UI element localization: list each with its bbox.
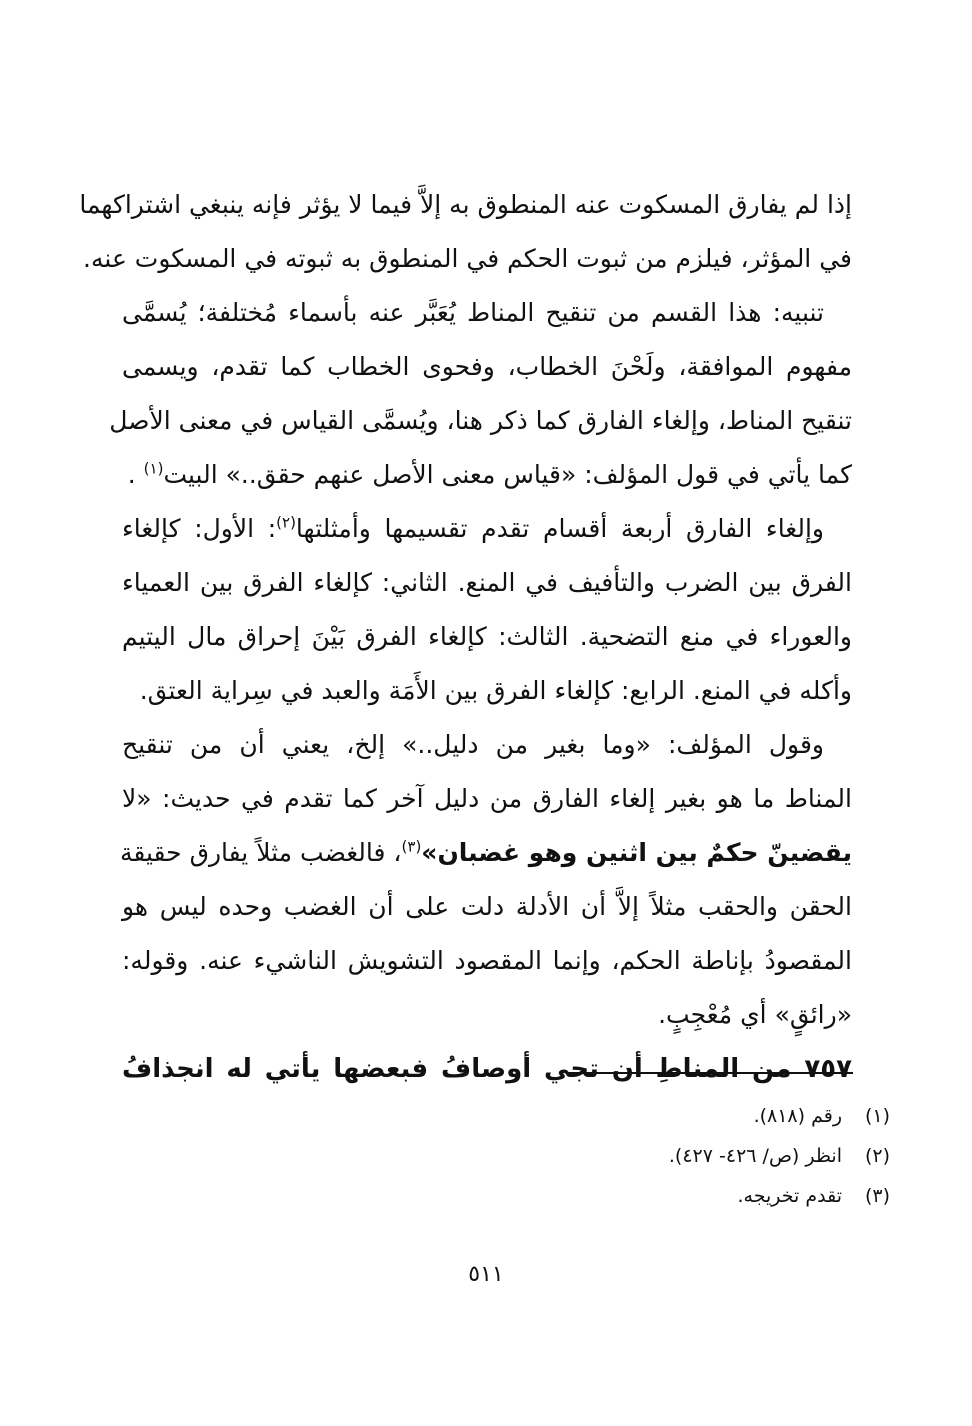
text-line: وأكله في المنع. الرابع: كإلغاء الفرق بين الأَمَة والعبد في سِراية العتق. xyxy=(139,676,852,705)
text-line: في المؤثر، فيلزم من ثبوت الحكم في المنطوق به ثبوته في المسكوت عنه. xyxy=(83,244,852,273)
text-line xyxy=(122,448,852,502)
footnote-text: تقدم تخريجه. xyxy=(737,1185,842,1207)
text-line: الحقن والحقب مثلاً إلاَّ أن الأدلة دلت على أن الغضب وحده ليس هو xyxy=(122,892,852,921)
text-line: إذا لم يفارق المسكوت عنه المنطوق به إلاَّ فيما لا يؤثر فإنه ينبغي اشتراكهما xyxy=(79,190,852,219)
verse-line: ٧٥٧ من المناطِ أن تجي أوصافُ فبعضها يأتي له انجذافُ xyxy=(122,1054,852,1084)
footnote-text: انظر (ص/ ٤٢٦- ٤٢٧). xyxy=(668,1145,842,1167)
footnote-number: (٢) xyxy=(864,1145,890,1167)
page-number: ٥١١ xyxy=(468,1262,504,1287)
text-line: والعوراء في منع التضحية. الثالث: كإلغاء الفرق بَيْنَ إحراق مال اليتيم xyxy=(122,622,852,651)
footnote-text: رقم (٨١٨). xyxy=(753,1105,842,1127)
text-segment: . xyxy=(127,460,144,489)
text-line xyxy=(119,826,852,880)
text-line: المقصودُ بإناطة الحكم، وإنما المقصود التشويش الناشيء عنه. وقوله: xyxy=(122,946,852,975)
footnote-item xyxy=(300,1136,890,1176)
text-segment: ، فالغضب مثلاً يفارق حقيقة xyxy=(119,838,402,867)
text-line: المناط ما هو بغير إلغاء الفارق من دليل آخر كما تقدم في حديث: «لا xyxy=(122,784,852,813)
text-line: «رائقٍ» أي مُعْجِبٍ. xyxy=(658,1000,852,1029)
footnote-divider xyxy=(568,1072,853,1074)
footnote-ref: (٢) xyxy=(276,513,296,532)
text-line: تنقيح المناط، وإلغاء الفارق كما ذكر هنا، ويُسمَّى القياس في معنى الأصل xyxy=(109,406,852,435)
footnote-ref: (٣) xyxy=(401,837,422,856)
main-text xyxy=(79,178,852,1096)
text-line xyxy=(122,502,852,556)
footnote-number: (٣) xyxy=(864,1185,890,1207)
footnotes xyxy=(300,1096,890,1216)
text-segment: وإلغاء الفارق أربعة أقسام تقدم تقسيمها وأمثلتها xyxy=(295,514,825,543)
text-segment: كما يأتي في قول المؤلف: «قياس معنى الأصل عنهم حقق..» البيت xyxy=(163,460,852,489)
footnote-number: (١) xyxy=(864,1105,890,1127)
hadith-quote: يقضينّ حكمٌ بين اثنين وهو غضبان» xyxy=(421,838,852,867)
text-segment: : الأول: كإلغاء xyxy=(122,514,277,543)
footnote-item xyxy=(300,1096,890,1136)
text-line: الفرق بين الضرب والتأفيف في المنع. الثاني: كإلغاء الفرق بين العمياء xyxy=(122,568,852,597)
footnote-item xyxy=(300,1176,890,1216)
text-line: وقول المؤلف: «وما بغير من دليل..» إلخ، يعني أن من تنقيح xyxy=(122,730,824,759)
text-line: تنبيه: هذا القسم من تنقيح المناط يُعَبَّر عنه بأسماء مُختلفة؛ يُسمَّى xyxy=(122,298,824,327)
footnote-ref: (١) xyxy=(143,459,164,478)
text-line: مفهوم الموافقة، ولَحْنَ الخطاب، وفحوى الخطاب كما تقدم، ويسمى xyxy=(122,352,852,381)
